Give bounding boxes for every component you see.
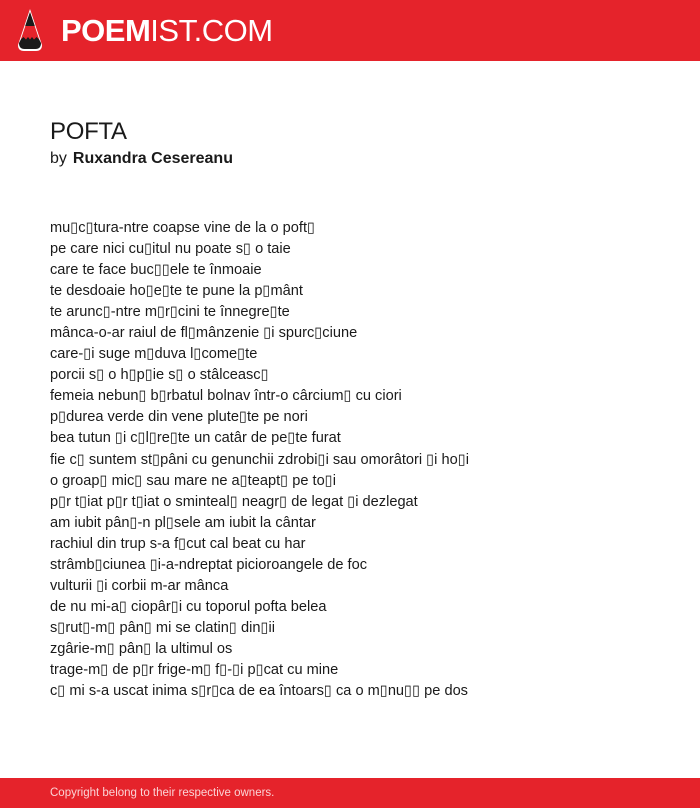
poem-line: strâmb▯ciunea ▯i-a-ndreptat picioroangele de foc xyxy=(50,556,368,573)
poem-line: bea tutun ▯i c▯l▯re▯te un catâr de pe▯te furat xyxy=(50,430,341,447)
site-logo[interactable] xyxy=(61,11,273,51)
author-name[interactable]: Ruxandra Cesereanu xyxy=(72,150,233,167)
poem-line: te arunc▯-ntre m▯r▯cini te înnegre▯te xyxy=(50,304,290,321)
poem-line: am iubit pân▯-n pl▯sele am iubit la cântar xyxy=(50,514,316,531)
poem-line: de nu mi-a▯ ciopâr▯i cu toporul pofta belea xyxy=(50,598,327,615)
poem-line: care te face buc▯▯ele te înmoaie xyxy=(50,262,262,279)
poem-line: femeia nebun▯ b▯rbatul bolnav într-o cârcium▯ cu ciori xyxy=(50,388,402,405)
poem-line: porcii s▯ o h▯p▯ie s▯ o stâlceasc▯ xyxy=(50,367,269,384)
poem-line: mu▯c▯tura-ntre coapse vine de la o poft▯ xyxy=(50,220,316,236)
logo-text-bold: POEM xyxy=(61,13,151,48)
poem-line: s▯rut▯-m▯ pân▯ mi se clatin▯ din▯ii xyxy=(50,619,275,636)
poem-body xyxy=(50,218,670,702)
poem-line: c▯ mi s-a uscat inima s▯r▯ca de ea întoars▯ ca o m▯nu▯▯ pe dos xyxy=(50,683,468,700)
site-footer xyxy=(0,778,700,808)
poem-line: care-▯i suge m▯duva l▯come▯te xyxy=(50,346,258,363)
poem-line: o groap▯ mic▯ sau mare ne a▯teapt▯ pe to▯i xyxy=(50,472,336,489)
site-header xyxy=(0,0,700,61)
poem-line: p▯durea verde din vene plute▯te pe nori xyxy=(50,409,308,426)
poem-line: vulturii ▯i corbii m-ar mânca xyxy=(50,577,229,594)
poem-title: POFTA xyxy=(50,118,127,145)
copyright-text: Copyright belong to their respective owners. xyxy=(50,787,275,799)
poem-line: te desdoaie ho▯e▯te te pune la p▯mânt xyxy=(50,283,303,300)
poem-line: trage-m▯ de p▯r frige-m▯ f▯-▯i p▯cat cu mine xyxy=(50,661,339,678)
poem-line: rachiul din trup s-a f▯cut cal beat cu har xyxy=(50,535,306,552)
poem-line: fie c▯ suntem st▯pâni cu genunchii zdrobi▯i sau omorâtori ▯i ho▯i xyxy=(50,451,469,468)
author-line xyxy=(50,149,233,169)
poem-line: p▯r t▯iat p▯r t▯iat o sminteal▯ neagr▯ de legat ▯i dezlegat xyxy=(50,493,418,510)
logo-text-light: IST.COM xyxy=(150,13,273,48)
poem-line: mânca-o-ar raiul de fl▯mânzenie ▯i spurc▯ciune xyxy=(50,325,358,342)
by-label: by xyxy=(50,150,67,167)
poem-line: zgârie-m▯ pân▯ la ultimul os xyxy=(50,640,233,657)
poem-line: pe care nici cu▯itul nu poate s▯ o taie xyxy=(50,241,291,258)
pencil-tip-icon[interactable] xyxy=(17,9,43,51)
